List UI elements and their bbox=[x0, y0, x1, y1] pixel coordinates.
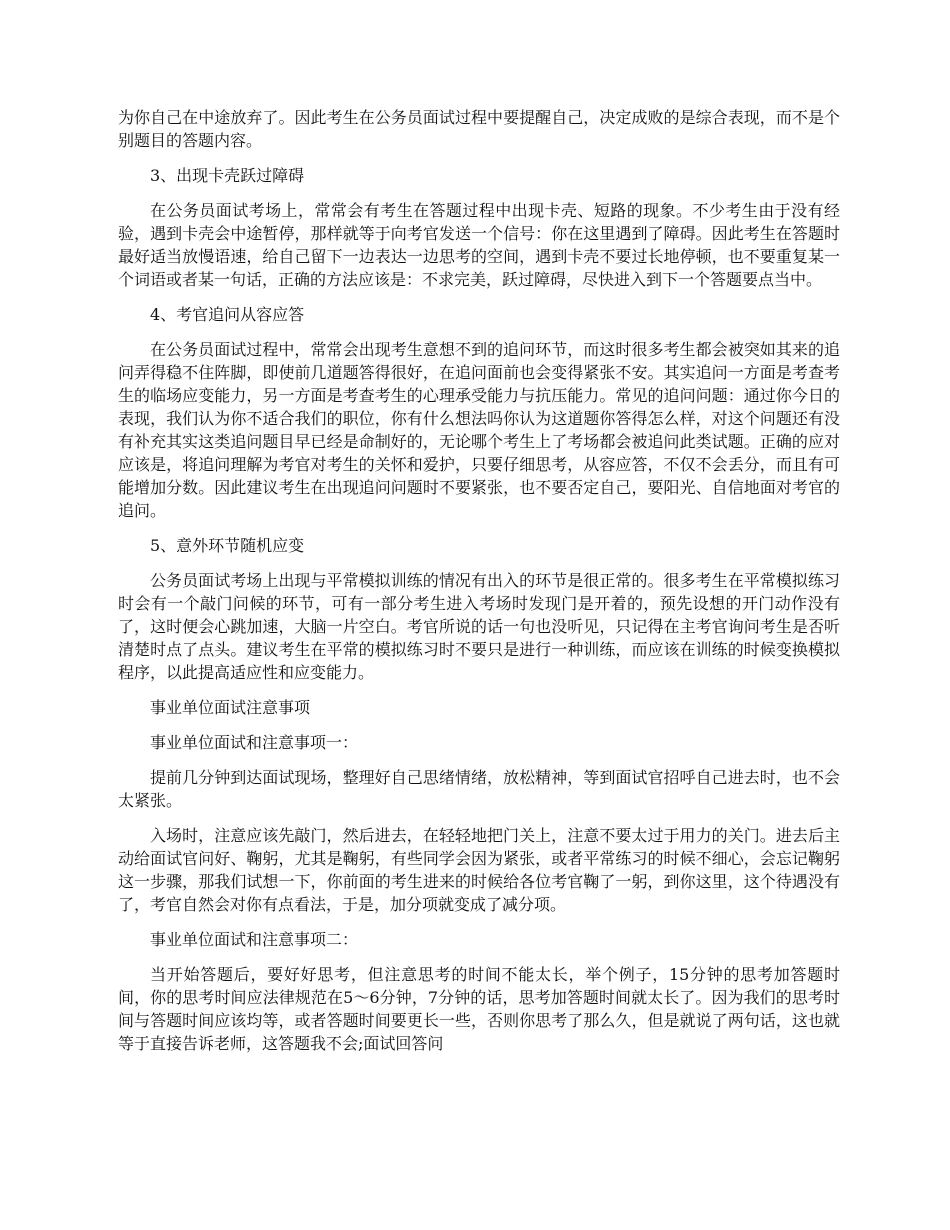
paragraph-stuck: 在公务员面试考场上，常常会有考生在答题过程中出现卡壳、短路的现象。不少考生由于没有经验，遇到卡壳会中途暂停，那样就等于向考官发送一个信号：你在这里遇到了障碍。因此考生在答题时最好适当放慢语速，给自己留下一边表达一边思考的空间，遇到卡壳不要过长地停顿，也不要重复某一个词语或者某一句话，正确的方法应该是：不求完美，跃过障碍，尽快进入到下一个答题要点当中。 bbox=[118, 201, 840, 289]
section-heading-institution: 事业单位面试注意事项 bbox=[150, 698, 311, 717]
subsection-heading-two: 事业单位面试和注意事项二： bbox=[150, 930, 359, 949]
document-page bbox=[118, 106, 840, 1067]
section-heading-4: 4、考官追问从容应答 bbox=[150, 305, 305, 324]
section-heading-3: 3、出现卡壳跃过障碍 bbox=[150, 166, 305, 185]
paragraph-arrive-early: 提前几分钟到达面试现场，整理好自己思绪情绪，放松精神，等到面试官招呼自己进去时，也不会太紧张。 bbox=[118, 768, 840, 810]
paragraph-unexpected: 公务员面试考场上出现与平常模拟训练的情况有出入的环节是很正常的。很多考生在平常模拟练习时会有一个敲门问候的环节，可有一部分考生进入考场时发现门是开着的，预先设想的开门动作没有了，这时便会心跳加速，大脑一片空白。考官所说的话一句也没听见，只记得在主考官询问考生是否听清楚时点了点头。建议考生在平常的模拟练习时不要只是进行一种训练，而应该在训练的时候变换模拟程序，以此提高适应性和应变能力。 bbox=[118, 571, 840, 682]
paragraph-answering: 当开始答题后，要好好思考，但注意思考的时间不能太长，举个例子，15分钟的思考加答题时间，你的思考时间应法律规范在5～6分钟，7分钟的话，思考加答题时间就太长了。因为我们的思考时间与答题时间应该均等，或者答题时间要更长一些，否则你思考了那么久，但是就说了两句话，这也就等于直接告诉老师，这答题我不会;面试回答问 bbox=[118, 965, 840, 1053]
paragraph-entering: 入场时，注意应该先敲门，然后进去，在轻轻地把门关上，注意不要太过于用力的关门。进去后主动给面试官问好、鞠躬，尤其是鞠躬，有些同学会因为紧张，或者平常练习的时候不细心，会忘记鞠躬这一步骤，那我们试想一下，你前面的考生进来的时候给各位考官鞠了一躬，到你这里，这个待遇没有了，考官自然会对你有点看法，于是，加分项就变成了减分项。 bbox=[118, 826, 840, 914]
paragraph-intro: 为你自己在中途放弃了。因此考生在公务员面试过程中要提醒自己，决定成败的是综合表现，而不是个别题目的答题内容。 bbox=[118, 108, 840, 150]
section-heading-5: 5、意外环节随机应变 bbox=[150, 536, 305, 555]
subsection-heading-one: 事业单位面试和注意事项一： bbox=[150, 733, 359, 752]
paragraph-follow-up: 在公务员面试过程中，常常会出现考生意想不到的追问环节，而这时很多考生都会被突如其来的追问弄得稳不住阵脚，即使前几道题答得很好，在追问面前也会变得紧张不安。其实追问一方面是考查考生的临场应变能力，另一方面是考查考生的心理承受能力与抗压能力。常见的追问问题：通过你今日的表现，我们认为你不适合我们的职位，你有什么想法吗你认为这道题你答得怎么样，对这个问题还有没有补充其实这类追问题目早已经是命制好的，无论哪个考生上了考场都会被追问此类试题。正确的应对应该是，将追问理解为考官对考生的关怀和爱护，只要仔细思考，从容应答，不仅不会丢分，而且有可能增加分数。因此建议考生在出现追问问题时不要紧张，也不要否定自己，要阳光、自信地面对考官的追问。 bbox=[118, 340, 840, 520]
